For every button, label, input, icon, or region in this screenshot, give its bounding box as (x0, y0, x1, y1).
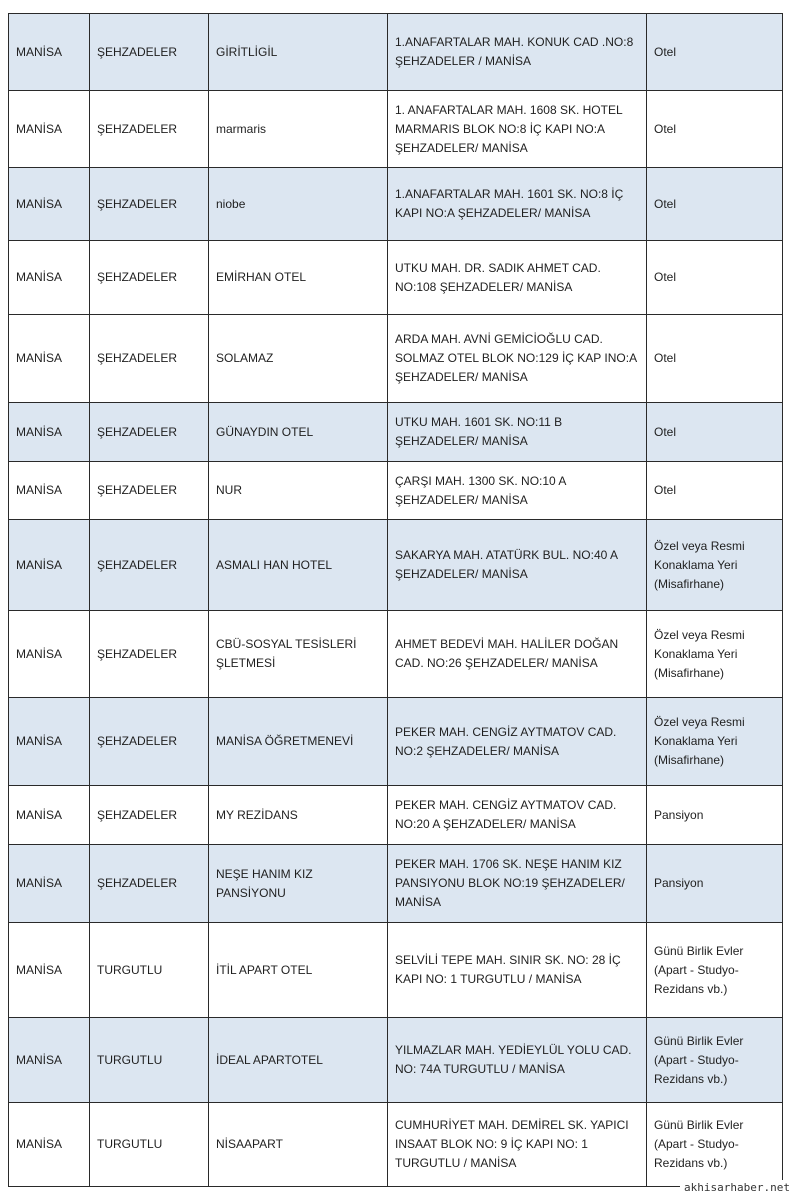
table-row (9, 168, 783, 241)
province-cell: MANİSA (9, 1018, 90, 1103)
facility-type-cell: Günü Birlik Evler (Apart - Studyo-Rezidans vb.) (647, 1018, 783, 1103)
facility-name-cell: MANİSA ÖĞRETMENEVİ (209, 698, 388, 786)
table-row (9, 462, 783, 520)
table-row (9, 923, 783, 1018)
table-row (9, 1103, 783, 1187)
province-cell: MANİSA (9, 241, 90, 315)
province-cell: MANİSA (9, 923, 90, 1018)
district-cell: ŞEHZADELER (90, 241, 209, 315)
table-row (9, 315, 783, 403)
table-row (9, 241, 783, 315)
province-cell: MANİSA (9, 403, 90, 462)
address-cell: PEKER MAH. CENGİZ AYTMATOV CAD. NO:20 A ŞEHZADELER/ MANİSA (388, 786, 647, 845)
address-cell: UTKU MAH. 1601 SK. NO:11 B ŞEHZADELER/ MANİSA (388, 403, 647, 462)
address-cell: AHMET BEDEVİ MAH. HALİLER DOĞAN CAD. NO:26 ŞEHZADELER/ MANİSA (388, 611, 647, 698)
facility-name-cell: GÜNAYDIN OTEL (209, 403, 388, 462)
province-cell: MANİSA (9, 698, 90, 786)
table-row (9, 403, 783, 462)
district-cell: ŞEHZADELER (90, 698, 209, 786)
facility-type-cell: Otel (647, 462, 783, 520)
address-cell: SAKARYA MAH. ATATÜRK BUL. NO:40 A ŞEHZADELER/ MANİSA (388, 520, 647, 611)
facility-type-cell: Otel (647, 403, 783, 462)
province-cell: MANİSA (9, 14, 90, 91)
address-cell: YILMAZLAR MAH. YEDİEYLÜL YOLU CAD. NO: 74A TURGUTLU / MANİSA (388, 1018, 647, 1103)
facility-type-cell: Otel (647, 168, 783, 241)
facility-name-cell: niobe (209, 168, 388, 241)
address-cell: UTKU MAH. DR. SADIK AHMET CAD. NO:108 ŞEHZADELER/ MANİSA (388, 241, 647, 315)
table-row (9, 14, 783, 91)
province-cell: MANİSA (9, 91, 90, 168)
table-row (9, 91, 783, 168)
district-cell: ŞEHZADELER (90, 403, 209, 462)
district-cell: ŞEHZADELER (90, 91, 209, 168)
province-cell: MANİSA (9, 786, 90, 845)
address-cell: PEKER MAH. CENGİZ AYTMATOV CAD. NO:2 ŞEHZADELER/ MANİSA (388, 698, 647, 786)
province-cell: MANİSA (9, 520, 90, 611)
facility-type-cell: Otel (647, 315, 783, 403)
facility-name-cell: CBÜ-SOSYAL TESİSLERİ ŞLETMESİ (209, 611, 388, 698)
district-cell: ŞEHZADELER (90, 786, 209, 845)
facility-name-cell: NUR (209, 462, 388, 520)
province-cell: MANİSA (9, 462, 90, 520)
facility-type-cell: Otel (647, 91, 783, 168)
facility-name-cell: NEŞE HANIM KIZ PANSİYONU (209, 845, 388, 923)
site-watermark: akhisarhaber.net (680, 1180, 794, 1195)
address-cell: ARDA MAH. AVNİ GEMİCİOĞLU CAD. SOLMAZ OTEL BLOK NO:129 İÇ KAP INO:A ŞEHZADELER/ MANİSA (388, 315, 647, 403)
table-row (9, 611, 783, 698)
table-row (9, 520, 783, 611)
district-cell: TURGUTLU (90, 1103, 209, 1187)
address-cell: SELVİLİ TEPE MAH. SINIR SK. NO: 28 İÇ KAPI NO: 1 TURGUTLU / MANİSA (388, 923, 647, 1018)
district-cell: ŞEHZADELER (90, 611, 209, 698)
facility-name-cell: MY REZİDANS (209, 786, 388, 845)
address-cell: ÇARŞI MAH. 1300 SK. NO:10 A ŞEHZADELER/ MANİSA (388, 462, 647, 520)
district-cell: ŞEHZADELER (90, 14, 209, 91)
district-cell: ŞEHZADELER (90, 520, 209, 611)
facility-name-cell: ASMALI HAN HOTEL (209, 520, 388, 611)
facility-type-cell: Özel veya Resmi Konaklama Yeri (Misafirhane) (647, 520, 783, 611)
facility-name-cell: EMİRHAN OTEL (209, 241, 388, 315)
facility-type-cell: Günü Birlik Evler (Apart - Studyo-Rezidans vb.) (647, 923, 783, 1018)
facility-name-cell: GİRİTLİGİL (209, 14, 388, 91)
address-cell: 1.ANAFARTALAR MAH. KONUK CAD .NO:8 ŞEHZADELER / MANİSA (388, 14, 647, 91)
province-cell: MANİSA (9, 168, 90, 241)
address-cell: 1. ANAFARTALAR MAH. 1608 SK. HOTEL MARMARIS BLOK NO:8 İÇ KAPI NO:A ŞEHZADELER/ MANİSA (388, 91, 647, 168)
facility-type-cell: Özel veya Resmi Konaklama Yeri (Misafirhane) (647, 698, 783, 786)
facility-type-cell: Otel (647, 241, 783, 315)
facility-name-cell: İTİL APART OTEL (209, 923, 388, 1018)
district-cell: TURGUTLU (90, 1018, 209, 1103)
province-cell: MANİSA (9, 1103, 90, 1187)
province-cell: MANİSA (9, 845, 90, 923)
province-cell: MANİSA (9, 315, 90, 403)
district-cell: TURGUTLU (90, 923, 209, 1018)
facility-type-cell: Pansiyon (647, 786, 783, 845)
facility-name-cell: SOLAMAZ (209, 315, 388, 403)
address-cell: 1.ANAFARTALAR MAH. 1601 SK. NO:8 İÇ KAPI NO:A ŞEHZADELER/ MANİSA (388, 168, 647, 241)
facility-type-cell: Pansiyon (647, 845, 783, 923)
facility-name-cell: NİSAAPART (209, 1103, 388, 1187)
facility-type-cell: Özel veya Resmi Konaklama Yeri (Misafirhane) (647, 611, 783, 698)
facility-type-cell: Otel (647, 14, 783, 91)
table-row (9, 1018, 783, 1103)
address-cell: CUMHURİYET MAH. DEMİREL SK. YAPICI INSAAT BLOK NO: 9 İÇ KAPI NO: 1 TURGUTLU / MANİSA (388, 1103, 647, 1187)
table-row (9, 698, 783, 786)
district-cell: ŞEHZADELER (90, 315, 209, 403)
lodging-table (8, 13, 783, 1187)
table-row (9, 845, 783, 923)
facility-type-cell: Günü Birlik Evler (Apart - Studyo-Rezidans vb.) (647, 1103, 783, 1187)
district-cell: ŞEHZADELER (90, 462, 209, 520)
facility-name-cell: marmaris (209, 91, 388, 168)
district-cell: ŞEHZADELER (90, 845, 209, 923)
facility-name-cell: İDEAL APARTOTEL (209, 1018, 388, 1103)
province-cell: MANİSA (9, 611, 90, 698)
district-cell: ŞEHZADELER (90, 168, 209, 241)
table-row (9, 786, 783, 845)
address-cell: PEKER MAH. 1706 SK. NEŞE HANIM KIZ PANSIYONU BLOK NO:19 ŞEHZADELER/ MANİSA (388, 845, 647, 923)
